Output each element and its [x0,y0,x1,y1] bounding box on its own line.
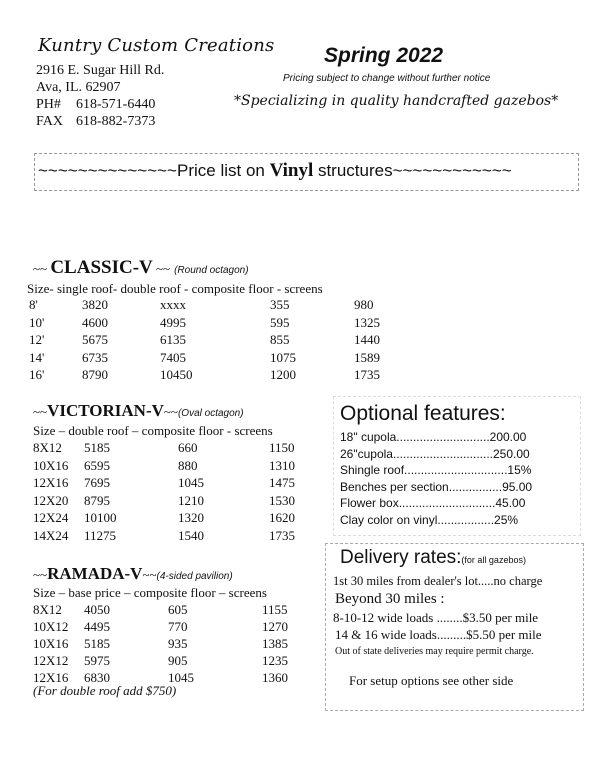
optional-features-title: Optional features: [340,402,506,425]
victorian-cell: 1735 [269,527,295,543]
fax-number: 618-882-7373 [76,114,156,129]
victorian-column-header: Size – double roof – composite floor - screens [33,423,273,438]
classic-cell: 12' [29,332,45,347]
specializing-tagline: *Specializing in quality handcrafted gazebos* [234,93,559,109]
victorian-title: VICTORIAN-V [47,401,164,420]
ramada-cell: 1155 [262,602,288,617]
classic-cell: 1589 [354,349,380,365]
victorian-cell: 12X24 [33,510,69,525]
ramada-column-header: Size – base price – composite floor – screens [33,585,267,600]
delivery-title-note: (for all gazebos) [461,555,526,565]
classic-cell: 5675 [82,332,108,347]
victorian-cell: 6595 [84,457,110,473]
ramada-cell: 5185 [84,636,110,651]
victorian-cell: 10100 [84,510,117,525]
optional-feature-item: Flower box.............................45.00 [340,496,526,510]
classic-cell: 1075 [270,349,296,365]
address-line-2: Ava, IL. 62907 [36,80,121,95]
classic-cell: xxxx [160,297,186,312]
banner-suffix: structures~~~~~~~~~~~~ [313,161,512,180]
ramada-cell: 5975 [84,653,110,668]
ramada-cell: 1235 [262,653,288,668]
classic-cell: 14' [29,349,45,365]
victorian-cell: 1620 [269,510,295,525]
victorian-cell: 1540 [178,527,204,543]
classic-tilde-after: ~~ [152,261,171,276]
victorian-cell: 660 [178,440,198,455]
ramada-cell: 10X12 [33,619,69,634]
classic-cell: 6735 [82,349,108,365]
optional-feature-item: 26"cupola..............................250.00 [340,446,530,461]
victorian-tilde-before: ~~ [33,404,48,419]
victorian-cell: 12X16 [33,475,69,490]
classic-column-header: Size- single roof- double roof - composite floor - screens [27,281,323,296]
fax-label: FAX [36,114,63,129]
ramada-cell: 935 [168,636,188,651]
classic-cell: 6135 [160,332,186,347]
delivery-heading [340,547,526,569]
ramada-footnote: (For double roof add $750) [33,683,177,698]
address-line-1: 2916 E. Sugar Hill Rd. [36,63,165,78]
ramada-cell: 605 [168,602,188,617]
victorian-cell: 1475 [269,475,295,490]
classic-cell: 7405 [160,349,186,365]
classic-cell: 980 [354,297,374,312]
ramada-cell: 1360 [262,670,288,685]
classic-cell: 8790 [82,367,108,382]
classic-note: (Round octagon) [174,265,249,276]
victorian-tilde-after: ~~ [163,404,178,419]
classic-cell: 1325 [354,314,380,330]
classic-tilde-before: ~~ [33,261,51,276]
company-name: Kuntry Custom Creations [38,35,275,56]
victorian-cell: 10X16 [33,457,69,473]
ramada-cell: 4495 [84,619,110,634]
classic-cell: 595 [270,314,290,330]
setup-options-note: For setup options see other side [349,673,514,688]
ramada-heading [33,564,233,584]
phone-label: PH# [36,97,61,112]
classic-cell: 4995 [160,314,186,330]
banner-prefix: ~~~~~~~~~~~~~~Price list on [38,161,270,180]
delivery-first-30: 1st 30 miles from dealer's lot.....no charge [333,574,543,588]
victorian-cell: 1045 [178,475,204,490]
pricing-note: Pricing subject to change without further notice [283,73,491,84]
ramada-cell: 12X16 [33,670,69,685]
season-title: Spring 2022 [324,44,444,67]
optional-feature-item: Clay color on vinyl.................25% [340,512,519,527]
victorian-cell: 1150 [269,440,295,455]
victorian-cell: 1320 [178,510,204,525]
victorian-cell: 14X24 [33,527,69,543]
optional-feature-item: Shingle roof...............................15% [340,463,532,477]
delivery-beyond-30: Beyond 30 miles : [335,591,445,607]
classic-cell: 16' [29,367,45,382]
ramada-note: (4-sided pavilion) [156,571,233,582]
delivery-title: Delivery rates: [340,547,462,568]
classic-cell: 855 [270,332,290,347]
victorian-cell: 8795 [84,492,110,508]
victorian-cell: 12X20 [33,492,69,508]
ramada-tilde-before: ~~ [33,567,48,582]
victorian-cell: 1210 [178,492,204,508]
victorian-cell: 8X12 [33,440,62,455]
phone-number: 618-571-6440 [76,97,156,112]
classic-cell: 10450 [160,367,193,382]
optional-feature-item: Benches per section................95.00 [340,479,533,494]
victorian-note: (Oval octagon) [177,408,244,419]
victorian-cell: 7695 [84,475,110,490]
victorian-cell: 1530 [269,492,295,508]
victorian-heading [33,401,244,421]
classic-cell: 3820 [82,297,108,312]
delivery-out-of-state: Out of state deliveries may require permit charge. [335,646,534,657]
victorian-cell: 880 [178,457,198,473]
victorian-cell: 1310 [269,457,295,473]
ramada-cell: 1270 [262,619,288,634]
ramada-cell: 6830 [84,670,110,685]
banner-emphasis: Vinyl [269,160,314,181]
classic-cell: 4600 [82,314,108,330]
classic-cell: 1440 [354,332,380,347]
classic-cell: 1735 [354,367,380,382]
classic-cell: 355 [270,297,290,312]
ramada-cell: 10X16 [33,636,69,651]
classic-heading [33,257,249,279]
delivery-large-loads: 14 & 16 wide loads.........$5.50 per mile [335,627,542,642]
banner-text [38,160,512,182]
classic-title: CLASSIC-V [50,257,153,278]
ramada-tilde-after: ~~ [142,567,157,582]
ramada-cell: 1045 [168,670,194,685]
classic-cell: 8' [29,297,38,312]
classic-cell: 1200 [270,367,296,382]
delivery-small-loads: 8-10-12 wide loads ........$3.50 per mile [333,610,539,625]
ramada-cell: 8X12 [33,602,62,617]
ramada-cell: 905 [168,653,188,668]
ramada-cell: 1385 [262,636,288,651]
optional-feature-item: 18" cupola............................200.00 [340,430,527,444]
victorian-cell: 5185 [84,440,110,455]
ramada-title: RAMADA-V [47,564,143,583]
victorian-cell: 11275 [84,527,117,543]
classic-cell: 10' [29,314,45,330]
ramada-cell: 12X12 [33,653,69,668]
ramada-cell: 4050 [84,602,110,617]
ramada-cell: 770 [168,619,188,634]
